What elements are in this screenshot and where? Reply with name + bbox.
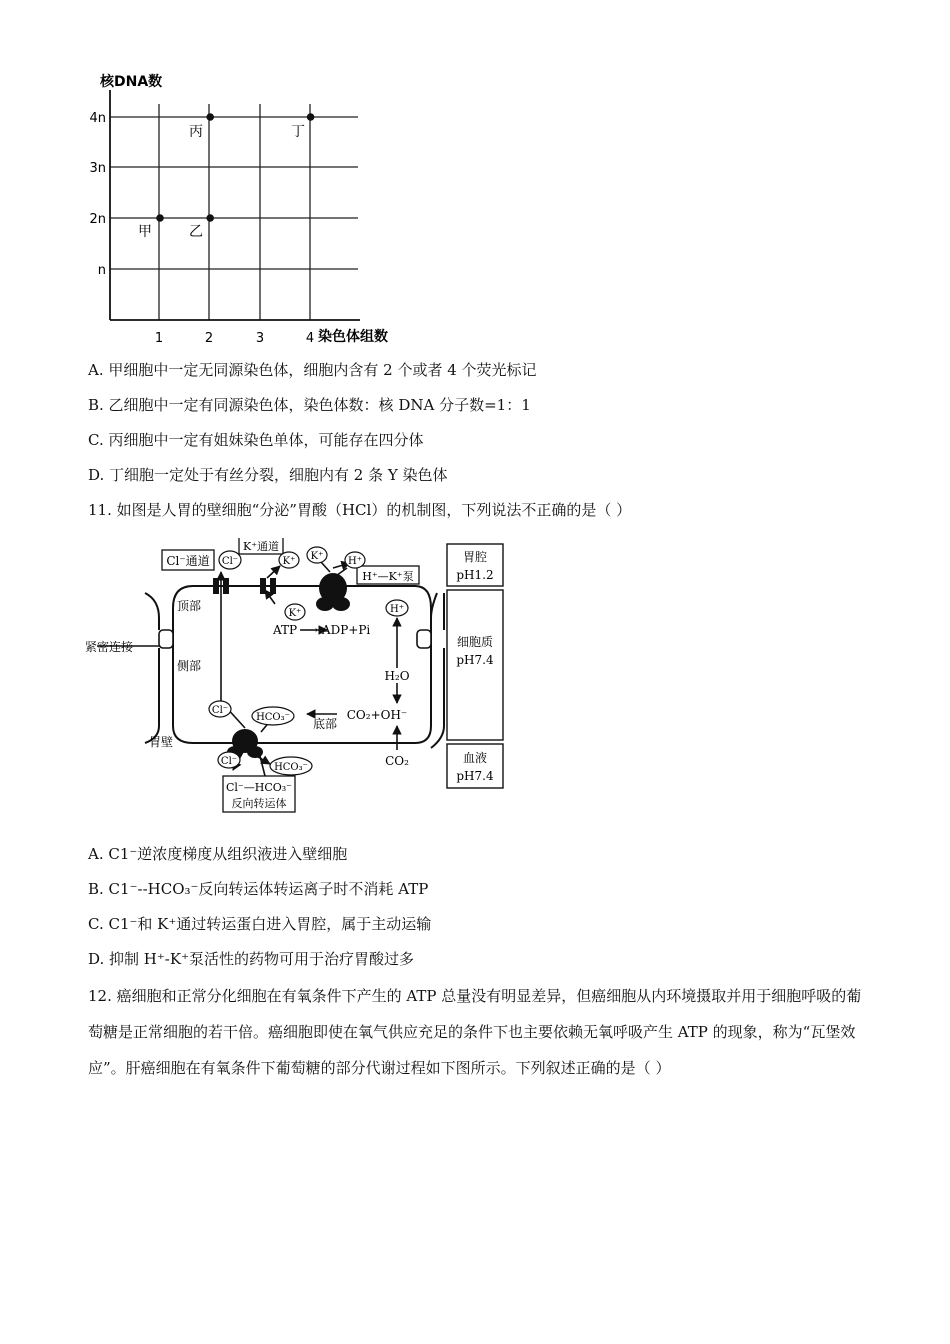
ion-hco3-outer: HCO₃⁻ [274, 762, 308, 773]
ion-h-top: H⁺ [348, 556, 362, 567]
graph-y-title: 核DNA数 [100, 74, 163, 90]
q10-option-c: C. 丙细胞中一定有姐妹染色单体，可能存在四分体 [88, 431, 424, 449]
tight-junction-right [417, 630, 431, 648]
y-tick-4n: 4n [89, 111, 106, 126]
wall-right-top [431, 593, 437, 618]
q10-option-a: A. 甲细胞中一定无同源染色体，细胞内含有 2 个或者 4 个荧光标记 [88, 361, 537, 379]
label-apical: 顶部 [177, 599, 202, 613]
graph-x-title: 染色体组数 [318, 329, 388, 345]
q12-stem: 12. 癌细胞和正常分化细胞在有氧条件下产生的 ATP 总量没有明显差异，但癌细胞从内环境摄取并用于细胞呼吸的葡萄糖是正常细胞的若干倍。癌细胞即使在氧气供应充足的条件下也主要依赖无氧呼吸产生 ATP 的现象，称为“瓦堡效应”。肝癌细胞在有氧条件下葡萄糖的部分代谢过程如下图所示。下列叙述正确的是（ ） [88, 987, 862, 1077]
ion-cl-inner: Cl⁻ [211, 705, 229, 716]
parietal-cell-diagram [85, 538, 515, 820]
point-label-bing: 丙 [189, 124, 203, 140]
q11-stem: 11. 如图是人胃的壁细胞“分泌”胃酸（HCl）的机制图，下列说法不正确的是（ ） [88, 501, 632, 519]
hk-pump-label: H⁺—K⁺泵 [362, 570, 414, 583]
point-jia [156, 214, 164, 222]
x-tick-2: 2 [204, 331, 214, 346]
ion-hco3-inner: HCO₃⁻ [256, 712, 290, 723]
q11-option-b: B. C1⁻--HCO₃⁻反向转运体转运离子时不消耗 ATP [88, 880, 429, 898]
ion-k-inner: K⁺ [288, 608, 302, 619]
ion-k-outer: K⁺ [310, 551, 324, 562]
q10-option-d: D. 丁细胞一定处于有丝分裂，细胞内有 2 条 Y 染色体 [88, 466, 448, 484]
k-channel-label: K⁺通道 [242, 540, 280, 553]
label-tight-junction: 紧密连接 [85, 640, 134, 654]
q11-option-a: A. C1⁻逆浓度梯度从组织液进入壁细胞 [88, 845, 348, 863]
y-tick-2n: 2n [89, 212, 106, 227]
point-bing [206, 113, 214, 121]
ion-cl-top: Cl⁻ [221, 556, 239, 567]
antiporter-label-2: 反向转运体 [231, 797, 287, 810]
q10-option-b: B. 乙细胞中一定有同源染色体，染色体数：核 DNA 分子数=1：1 [88, 396, 531, 414]
label-co2-oh: CO₂+OH⁻ [346, 708, 408, 722]
point-label-jia: 甲 [138, 224, 152, 240]
antiporter-label-1: Cl⁻—HCO₃⁻ [226, 781, 292, 794]
x-tick-4: 4 [305, 331, 315, 346]
y-tick-n: n [97, 263, 106, 278]
q11-option-d: D. 抑制 H⁺-K⁺泵活性的药物可用于治疗胃酸过多 [88, 950, 414, 968]
cytoplasm-ph: pH7.4 [456, 653, 494, 667]
dna-chromosome-graph [70, 60, 430, 350]
tight-junction-left [159, 630, 173, 648]
wall-left-top [145, 593, 159, 630]
point-label-ding: 丁 [291, 124, 305, 140]
x-tick-3: 3 [255, 331, 265, 346]
point-ding [307, 113, 315, 121]
label-lateral: 侧部 [177, 659, 202, 673]
lumen-ph: pH1.2 [456, 568, 494, 582]
point-yi [206, 214, 214, 222]
label-atp-reaction: ATP ⟶ ADP+Pi [273, 623, 371, 637]
lumen-name: 胃腔 [462, 550, 488, 564]
label-basal: 底部 [313, 717, 338, 731]
blood-ph: pH7.4 [456, 769, 494, 783]
ion-k-top: K⁺ [282, 556, 296, 567]
q11-option-c: C. C1⁻和 K⁺通过转运蛋白进入胃腔，属于主动运输 [88, 915, 432, 933]
point-label-yi: 乙 [189, 224, 203, 240]
label-h2o: H₂O [384, 669, 410, 683]
wall-right-bottom [431, 648, 444, 748]
cl-channel-label: Cl⁻通道 [166, 554, 210, 568]
label-co2: CO₂ [385, 754, 409, 768]
blood-name: 血液 [462, 751, 488, 765]
x-tick-1: 1 [154, 331, 164, 346]
graph-grid [110, 104, 358, 320]
y-tick-3n: 3n [89, 161, 106, 176]
cytoplasm-name: 细胞质 [456, 635, 494, 649]
graph-axes [110, 90, 360, 320]
label-stomach-wall: 胃壁 [149, 735, 174, 749]
wall-left-bottom [145, 648, 159, 743]
ion-h-inner: H⁺ [390, 604, 404, 615]
ion-cl-outer: Cl⁻ [220, 756, 238, 767]
